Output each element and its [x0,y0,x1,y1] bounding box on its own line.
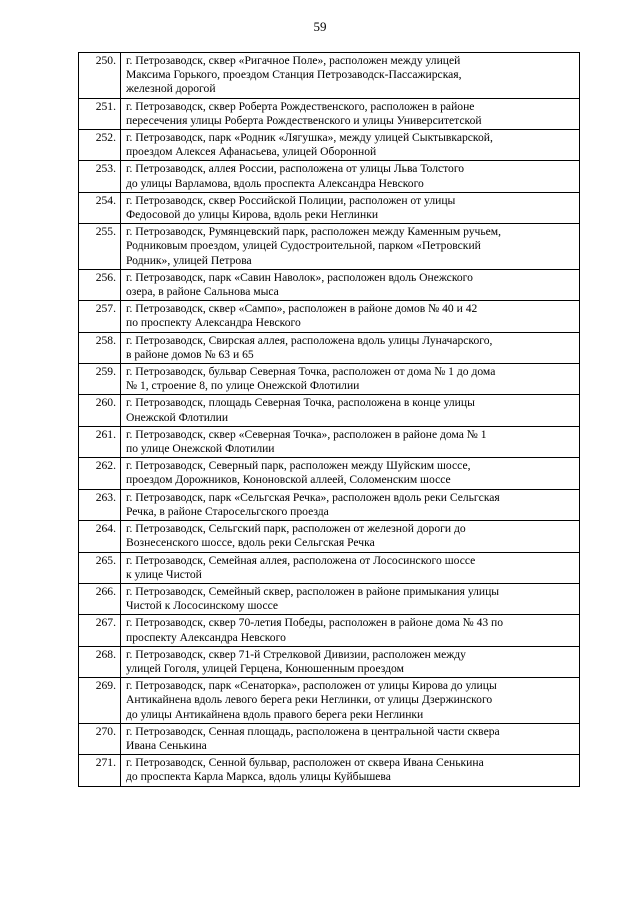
table-row [79,192,580,223]
row-description [121,301,580,332]
description-line: озера, в районе Сальнова мыса [126,285,279,299]
row-description [121,192,580,223]
description-line: Федосовой до улицы Кирова, вдоль реки Неглинки [126,208,379,222]
row-number: 260. [79,395,121,426]
description-line: до улицы Варламова, вдоль проспекта Александра Невского [126,176,424,190]
row-description [121,269,580,300]
row-description [121,130,580,161]
table-row [79,364,580,395]
table-row [79,161,580,192]
description-line: г. Петрозаводск, парк «Савин Наволок», расположен вдоль Онежского [126,270,473,284]
table-body [79,53,580,787]
row-number: 265. [79,552,121,583]
row-description [121,161,580,192]
description-line: г. Петрозаводск, Сельгский парк, расположен от железной дороги до [126,522,466,536]
description-line: проездом Алексея Афанасьева, улицей Оборонной [126,145,377,159]
description-line: Антикайнена вдоль левого берега реки Неглинки, от улицы Дзержинского [126,693,493,707]
description-line: г. Петрозаводск, сквер 71-й Стрелковой Дивизии, расположен между [126,647,466,661]
row-number: 270. [79,723,121,754]
description-line: проездом Дорожников, Кононовской аллеей, Соломенским шоссе [126,473,451,487]
row-number: 253. [79,161,121,192]
description-line: Чистой к Лососинскому шоссе [126,599,279,613]
row-number: 267. [79,615,121,646]
description-line: г. Петрозаводск, сквер «Сампо», расположен в районе домов № 40 и 42 [126,302,478,316]
row-number: 252. [79,130,121,161]
description-line: Максима Горького, проездом Станция Петрозаводск-Пассажирская, [126,68,462,82]
description-line: г. Петрозаводск, парк «Родник «Лягушка», между улицей Сыктывкарской, [126,131,493,145]
row-number: 257. [79,301,121,332]
row-number: 254. [79,192,121,223]
table-row [79,678,580,724]
table-row [79,521,580,552]
table-row [79,615,580,646]
row-description [121,615,580,646]
row-number: 259. [79,364,121,395]
row-description [121,723,580,754]
description-line: г. Петрозаводск, сквер «Ригачное Поле», расположен между улицей [126,54,461,67]
row-number: 250. [79,53,121,99]
table-row [79,224,580,270]
description-line: Родник», улицей Петрова [126,253,252,267]
row-number: 269. [79,678,121,724]
table-row [79,583,580,614]
description-line: г. Петрозаводск, сквер 70-летия Победы, расположен в районе дома № 43 по [126,616,504,630]
row-number: 251. [79,98,121,129]
description-line: пересечения улицы Роберта Рождественского и улицы Университетской [126,113,482,127]
row-description [121,678,580,724]
description-line: улицей Гоголя, улицей Герцена, Конюшенным проездом [126,661,404,675]
table-row [79,332,580,363]
description-line: Родниковым проездом, улицей Судостроительной, парком «Петровский [126,239,481,253]
description-line: г. Петрозаводск, сквер «Северная Точка», расположен в районе дома № 1 [126,427,487,441]
row-description [121,332,580,363]
description-line: до проспекта Карла Маркса, вдоль улицы Куйбышева [126,770,391,784]
description-line: до улицы Антикайнена вдоль правого берега реки Неглинки [126,707,424,721]
row-description [121,521,580,552]
description-line: г. Петрозаводск, Свирская аллея, расположена вдоль улицы Луначарского, [126,333,493,347]
description-line: Речка, в районе Старосельгского проезда [126,504,329,518]
description-line: железной дорогой [126,82,216,96]
row-description [121,583,580,614]
table-row [79,301,580,332]
description-line: г. Петрозаводск, площадь Северная Точка, расположена в конце улицы [126,396,475,410]
row-number: 255. [79,224,121,270]
description-line: по проспекту Александра Невского [126,316,301,330]
table-row [79,458,580,489]
table-row [79,269,580,300]
table-row [79,755,580,786]
table-row [79,426,580,457]
table-row [79,98,580,129]
table-row [79,53,580,99]
row-description [121,53,580,99]
description-line: г. Петрозаводск, сквер Роберта Рождественского, расположен в районе [126,99,475,113]
description-line: в районе домов № 63 и 65 [126,347,254,361]
page-number: 59 [313,19,327,34]
row-number: 261. [79,426,121,457]
table-row [79,552,580,583]
row-number: 263. [79,489,121,520]
row-description [121,646,580,677]
description-line: Ивана Сенькина [126,738,207,752]
description-line: Вознесенского шоссе, вдоль реки Сельгская Речка [126,536,375,550]
table-row [79,130,580,161]
description-line: Онежской Флотилии [126,410,229,424]
description-line: г. Петрозаводск, парк «Сельгская Речка», расположен вдоль реки Сельгская [126,490,500,504]
description-line: г. Петрозаводск, Семейный сквер, расположен в районе примыкания улицы [126,584,500,598]
row-number: 271. [79,755,121,786]
description-line: г. Петрозаводск, Румянцевский парк, расположен между Каменным ручьем, [126,225,502,239]
row-number: 258. [79,332,121,363]
row-description [121,98,580,129]
description-line: г. Петрозаводск, парк «Сенаторка», расположен от улицы Кирова до улицы [126,679,497,693]
description-line: г. Петрозаводск, Сенной бульвар, расположен от сквера Ивана Сенькина [126,756,484,770]
row-description [121,395,580,426]
row-number: 266. [79,583,121,614]
description-line: проспекту Александра Невского [126,630,286,644]
row-number: 256. [79,269,121,300]
table-row [79,395,580,426]
description-line: г. Петрозаводск, Сенная площадь, расположена в центральной части сквера [126,724,500,738]
row-description [121,364,580,395]
row-description [121,224,580,270]
description-line: г. Петрозаводск, бульвар Северная Точка, расположен от дома № 1 до дома [126,365,496,379]
row-number: 268. [79,646,121,677]
description-line: г. Петрозаводск, аллея России, расположена от улицы Льва Толстого [126,162,465,176]
description-line: г. Петрозаводск, сквер Российской Полиции, расположен от улицы [126,193,456,207]
row-description [121,552,580,583]
row-description [121,458,580,489]
row-number: 264. [79,521,121,552]
description-line: г. Петрозаводск, Семейная аллея, расположена от Лососинского шоссе [126,553,476,567]
row-number: 262. [79,458,121,489]
table-row [79,723,580,754]
description-line: к улице Чистой [126,567,202,581]
row-description [121,489,580,520]
row-description [121,755,580,786]
table-row [79,489,580,520]
registry-table [78,52,580,787]
description-line: № 1, строение 8, по улице Онежской Флотилии [126,379,360,393]
row-description [121,426,580,457]
description-line: г. Петрозаводск, Северный парк, расположен между Шуйским шоссе, [126,459,471,473]
description-line: по улице Онежской Флотилии [126,442,275,456]
table-row [79,646,580,677]
